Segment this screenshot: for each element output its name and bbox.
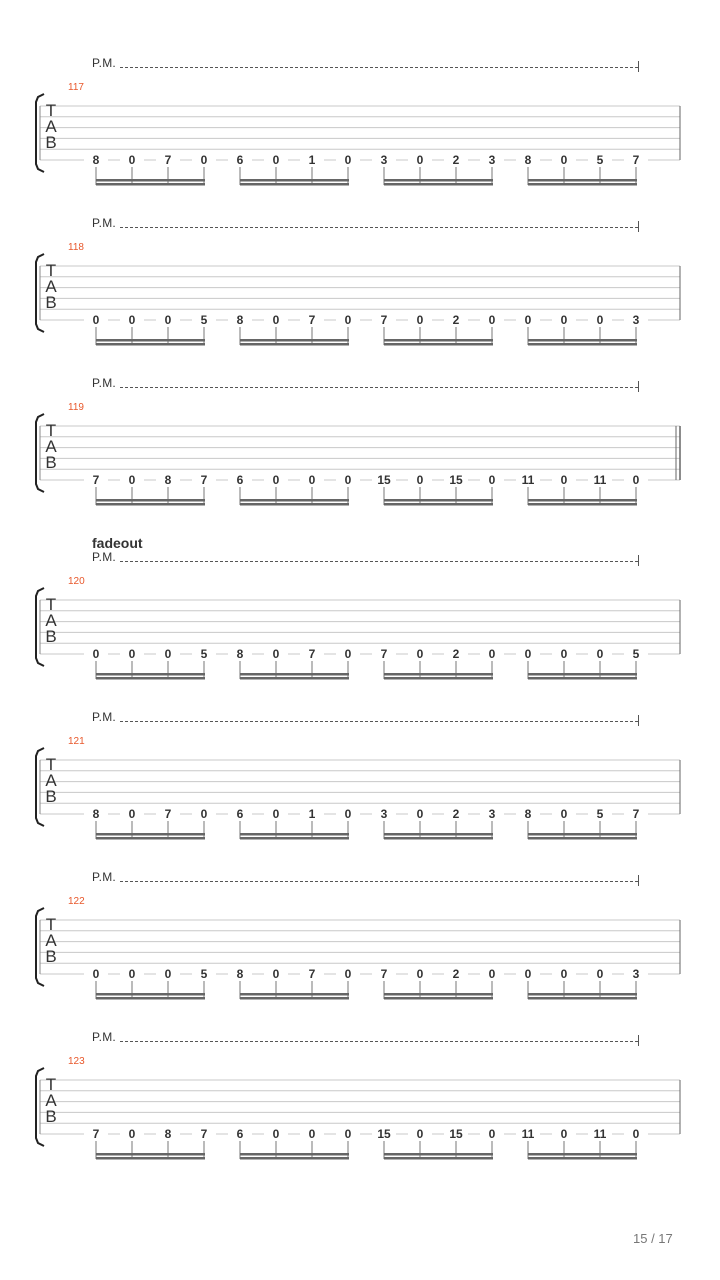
fret-number: 0 <box>120 314 144 326</box>
fret-number: 15 <box>372 474 396 486</box>
fret-number: 6 <box>228 154 252 166</box>
fret-number: 2 <box>444 154 468 166</box>
palm-mute-label: P.M. <box>92 550 116 564</box>
fret-number: 2 <box>444 808 468 820</box>
fret-number: 0 <box>516 648 540 660</box>
fret-number: 7 <box>372 648 396 660</box>
tab-system-121 <box>0 710 720 870</box>
fret-number: 0 <box>264 474 288 486</box>
fret-numbers <box>0 710 720 870</box>
fret-number: 0 <box>192 808 216 820</box>
fret-numbers <box>0 1030 720 1190</box>
fret-number: 3 <box>624 314 648 326</box>
fret-number: 8 <box>84 154 108 166</box>
fret-number: 11 <box>588 474 612 486</box>
fret-number: 3 <box>372 154 396 166</box>
fret-number: 0 <box>408 648 432 660</box>
fret-numbers <box>0 216 720 376</box>
fret-number: 0 <box>480 474 504 486</box>
fret-number: 0 <box>408 968 432 980</box>
fret-number: 0 <box>120 1128 144 1140</box>
bar-number: 119 <box>68 402 84 413</box>
tab-clef-letter: A <box>45 277 57 296</box>
fret-number: 7 <box>156 154 180 166</box>
fret-number: 0 <box>156 648 180 660</box>
fret-number: 5 <box>192 968 216 980</box>
fret-number: 6 <box>228 808 252 820</box>
fret-number: 0 <box>552 154 576 166</box>
palm-mute-label: P.M. <box>92 216 116 230</box>
bar-number: 117 <box>68 82 84 93</box>
fret-number: 5 <box>588 154 612 166</box>
fret-number: 0 <box>408 154 432 166</box>
fret-number: 2 <box>444 648 468 660</box>
bar-number: 123 <box>68 1056 85 1067</box>
fret-number: 0 <box>156 968 180 980</box>
fret-number: 0 <box>84 968 108 980</box>
fret-number: 0 <box>336 808 360 820</box>
tab-clef-letter: T <box>45 595 57 614</box>
fret-number: 7 <box>300 968 324 980</box>
fret-number: 0 <box>516 968 540 980</box>
fret-number: 11 <box>588 1128 612 1140</box>
fret-number: 5 <box>624 648 648 660</box>
fret-number: 0 <box>516 314 540 326</box>
palm-mute-label: P.M. <box>92 56 116 70</box>
tab-system-120 <box>0 550 720 710</box>
tab-clef-letter: A <box>45 437 57 456</box>
fret-number: 1 <box>300 154 324 166</box>
tab-clef-letter: B <box>45 133 57 152</box>
bar-number: 122 <box>68 896 85 907</box>
palm-mute-label: P.M. <box>92 870 116 884</box>
fret-number: 2 <box>444 314 468 326</box>
bar-number: 118 <box>68 242 84 253</box>
fret-number: 5 <box>588 808 612 820</box>
fret-number: 0 <box>120 808 144 820</box>
fret-number: 0 <box>84 314 108 326</box>
fret-number: 0 <box>84 648 108 660</box>
fret-number: 0 <box>336 968 360 980</box>
fret-number: 5 <box>192 648 216 660</box>
fret-number: 0 <box>588 648 612 660</box>
fadeout-annotation: fadeout <box>92 535 143 551</box>
fret-number: 3 <box>480 154 504 166</box>
fret-number: 0 <box>480 648 504 660</box>
tab-clef-letter: B <box>45 1107 57 1126</box>
fret-number: 7 <box>300 648 324 660</box>
fret-number: 0 <box>552 808 576 820</box>
fret-number: 7 <box>624 808 648 820</box>
tab-clef-letter: A <box>45 771 57 790</box>
fret-numbers <box>0 376 720 536</box>
fret-number: 0 <box>588 314 612 326</box>
tab-clef-letter: A <box>45 1091 57 1110</box>
tab-clef-letter: A <box>45 117 57 136</box>
fret-number: 5 <box>192 314 216 326</box>
fret-number: 0 <box>264 154 288 166</box>
fret-number: 7 <box>84 1128 108 1140</box>
fret-number: 0 <box>408 474 432 486</box>
tab-clef-letter: T <box>45 755 57 774</box>
tab-system-117 <box>0 56 720 216</box>
fret-number: 7 <box>300 314 324 326</box>
palm-mute-label: P.M. <box>92 1030 116 1044</box>
fret-number: 1 <box>300 808 324 820</box>
fret-number: 0 <box>336 154 360 166</box>
fret-number: 7 <box>372 314 396 326</box>
fret-number: 0 <box>552 968 576 980</box>
fret-number: 0 <box>336 474 360 486</box>
tab-clef-letter: B <box>45 627 57 646</box>
fret-number: 0 <box>336 314 360 326</box>
fret-number: 0 <box>264 314 288 326</box>
tab-clef-letter: A <box>45 931 57 950</box>
tab-system-122 <box>0 870 720 1030</box>
fret-number: 0 <box>552 1128 576 1140</box>
bar-number: 120 <box>68 576 85 587</box>
fret-number: 7 <box>192 1128 216 1140</box>
fret-number: 0 <box>336 1128 360 1140</box>
fret-number: 8 <box>156 474 180 486</box>
tab-clef-letter: T <box>45 421 57 440</box>
fret-number: 15 <box>444 1128 468 1140</box>
fret-number: 0 <box>624 1128 648 1140</box>
fret-number: 0 <box>588 968 612 980</box>
fret-number: 0 <box>408 314 432 326</box>
bar-number: 121 <box>68 736 85 747</box>
fret-number: 0 <box>480 314 504 326</box>
fret-number: 0 <box>300 474 324 486</box>
tab-clef-letter: B <box>45 787 57 806</box>
tab-clef-letter: T <box>45 1075 57 1094</box>
fret-number: 0 <box>480 1128 504 1140</box>
fret-number: 15 <box>444 474 468 486</box>
fret-number: 0 <box>120 648 144 660</box>
tab-system-118 <box>0 216 720 376</box>
fret-number: 7 <box>624 154 648 166</box>
tab-clef-letter: T <box>45 261 57 280</box>
fret-number: 8 <box>84 808 108 820</box>
fret-numbers <box>0 870 720 1030</box>
fret-number: 0 <box>192 154 216 166</box>
fret-number: 15 <box>372 1128 396 1140</box>
fret-number: 0 <box>120 474 144 486</box>
fret-number: 0 <box>264 968 288 980</box>
fret-number: 0 <box>264 1128 288 1140</box>
palm-mute-label: P.M. <box>92 710 116 724</box>
fret-number: 3 <box>624 968 648 980</box>
fret-numbers <box>0 56 720 216</box>
tab-clef-letter: T <box>45 101 57 120</box>
fret-number: 7 <box>372 968 396 980</box>
fret-number: 0 <box>408 1128 432 1140</box>
page-number: 15 / 17 <box>633 1231 673 1246</box>
tab-clef-letter: B <box>45 453 57 472</box>
palm-mute-label: P.M. <box>92 376 116 390</box>
fret-number: 3 <box>480 808 504 820</box>
fret-number: 6 <box>228 474 252 486</box>
fret-number: 0 <box>552 474 576 486</box>
fret-number: 8 <box>228 314 252 326</box>
fret-number: 0 <box>120 154 144 166</box>
fret-number: 0 <box>264 808 288 820</box>
fret-number: 0 <box>300 1128 324 1140</box>
fret-number: 0 <box>336 648 360 660</box>
fret-number: 0 <box>480 968 504 980</box>
fret-number: 0 <box>264 648 288 660</box>
fret-number: 2 <box>444 968 468 980</box>
fret-number: 7 <box>156 808 180 820</box>
fret-number: 3 <box>372 808 396 820</box>
fret-number: 8 <box>516 154 540 166</box>
fret-number: 0 <box>120 968 144 980</box>
tab-clef-letter: B <box>45 947 57 966</box>
fret-number: 0 <box>624 474 648 486</box>
tab-clef-letter: B <box>45 293 57 312</box>
fret-number: 0 <box>552 648 576 660</box>
fret-number: 0 <box>552 314 576 326</box>
fret-number: 8 <box>228 968 252 980</box>
fret-number: 0 <box>408 808 432 820</box>
fret-number: 0 <box>156 314 180 326</box>
fret-number: 8 <box>516 808 540 820</box>
fret-numbers <box>0 550 720 710</box>
fret-number: 11 <box>516 1128 540 1140</box>
tab-clef-letter: A <box>45 611 57 630</box>
fret-number: 11 <box>516 474 540 486</box>
fret-number: 6 <box>228 1128 252 1140</box>
tab-system-123 <box>0 1030 720 1190</box>
fret-number: 8 <box>156 1128 180 1140</box>
fret-number: 7 <box>84 474 108 486</box>
tab-clef-letter: T <box>45 915 57 934</box>
fret-number: 7 <box>192 474 216 486</box>
tab-system-119 <box>0 376 720 536</box>
fret-number: 8 <box>228 648 252 660</box>
